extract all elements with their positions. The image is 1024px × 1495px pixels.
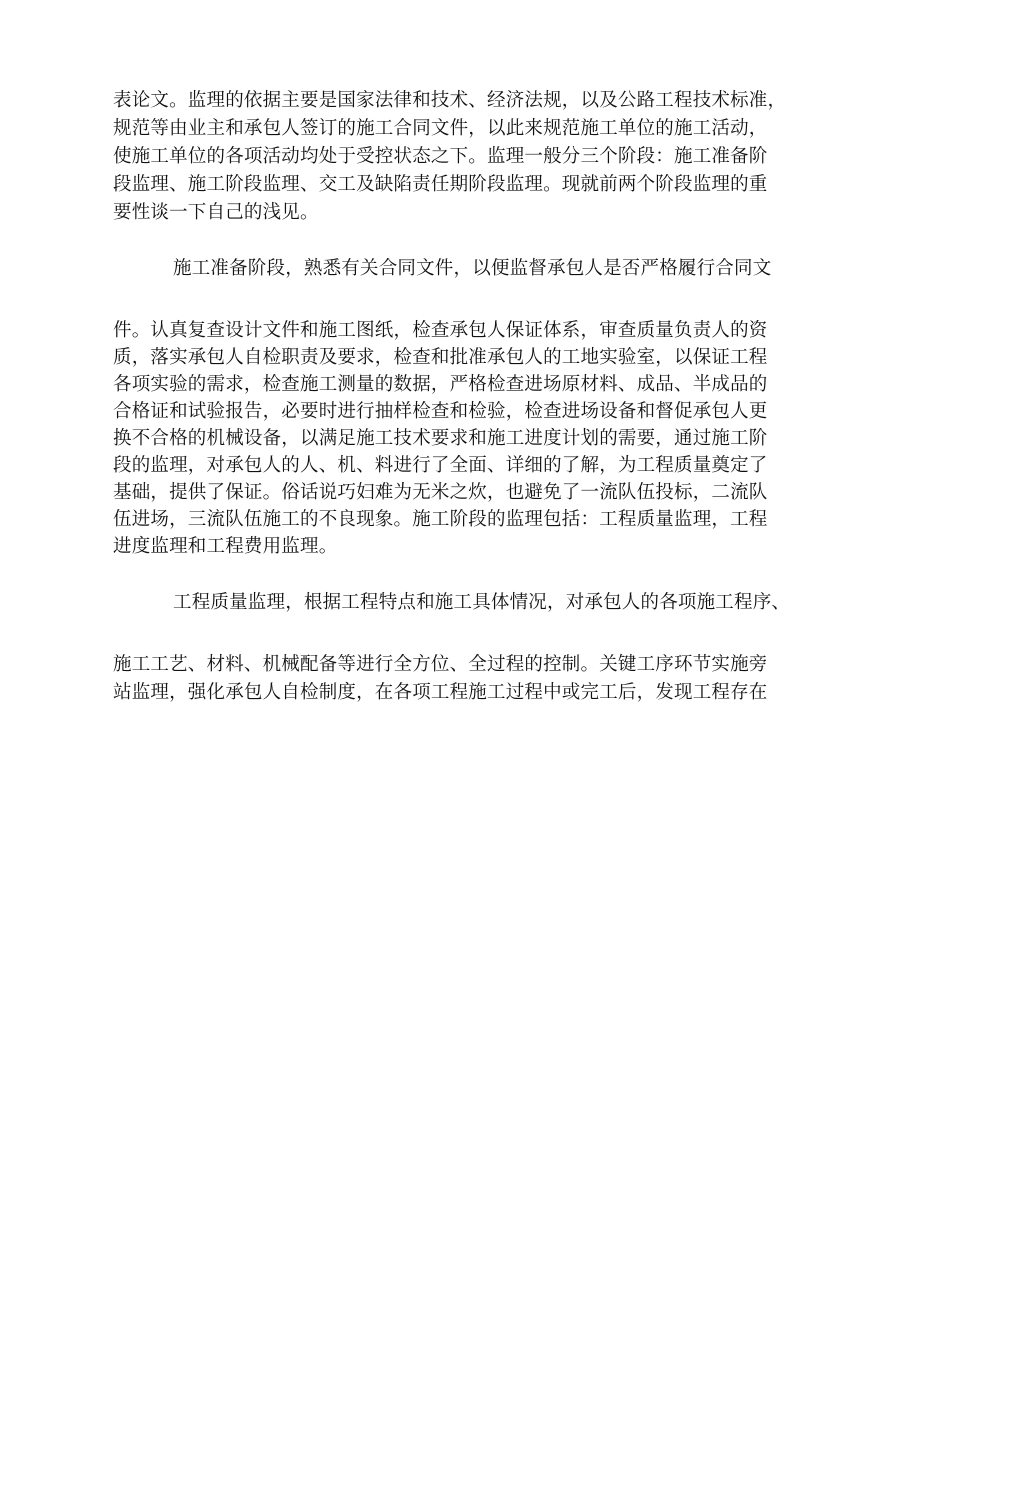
text-line: 基础，提供了保证。俗话说巧妇难为无米之炊，也避免了一流队伍投标，二流队 [113, 482, 768, 503]
text-line: 使施工单位的各项活动均处于受控状态之下。监理一般分三个阶段：施工准备阶 [113, 146, 768, 167]
text-line: 质，落实承包人自检职责及要求，检查和批准承包人的工地实验室，以保证工程 [113, 347, 768, 368]
text-line: 件。认真复查设计文件和施工图纸，检查承包人保证体系，审查质量负责人的资 [113, 320, 768, 341]
text-line: 换不合格的机械设备，以满足施工技术要求和施工进度计划的需要，通过施工阶 [113, 428, 768, 449]
text-line: 表论文。监理的依据主要是国家法律和技术、经济法规，以及公路工程技术标准， [113, 90, 787, 111]
text-line: 站监理，强化承包人自检制度，在各项工程施工过程中或完工后，发现工程存在 [113, 682, 768, 703]
text-line: 工程质量监理，根据工程特点和施工具体情况，对承包人的各项施工程序、 [173, 592, 791, 613]
text-line: 合格证和试验报告，必要时进行抽样检查和检验，检查进场设备和督促承包人更 [113, 401, 768, 422]
text-line: 规范等由业主和承包人签订的施工合同文件，以此来规范施工单位的施工活动， [113, 118, 768, 139]
text-line: 施工准备阶段，熟悉有关合同文件，以便监督承包人是否严格履行合同文 [173, 258, 772, 279]
text-line: 各项实验的需求，检查施工测量的数据，严格检查进场原材料、成品、半成品的 [113, 374, 768, 395]
text-line: 进度监理和工程费用监理。 [113, 536, 338, 557]
text-line: 段的监理，对承包人的人、机、料进行了全面、详细的了解，为工程质量奠定了 [113, 455, 768, 476]
text-line: 要性谈一下自己的浅见。 [113, 202, 319, 223]
text-line: 段监理、施工阶段监理、交工及缺陷责任期阶段监理。现就前两个阶段监理的重 [113, 174, 768, 195]
text-line: 施工工艺、材料、机械配备等进行全方位、全过程的控制。关键工序环节实施旁 [113, 654, 768, 675]
text-line: 伍进场，三流队伍施工的不良现象。施工阶段的监理包括：工程质量监理，工程 [113, 509, 768, 530]
